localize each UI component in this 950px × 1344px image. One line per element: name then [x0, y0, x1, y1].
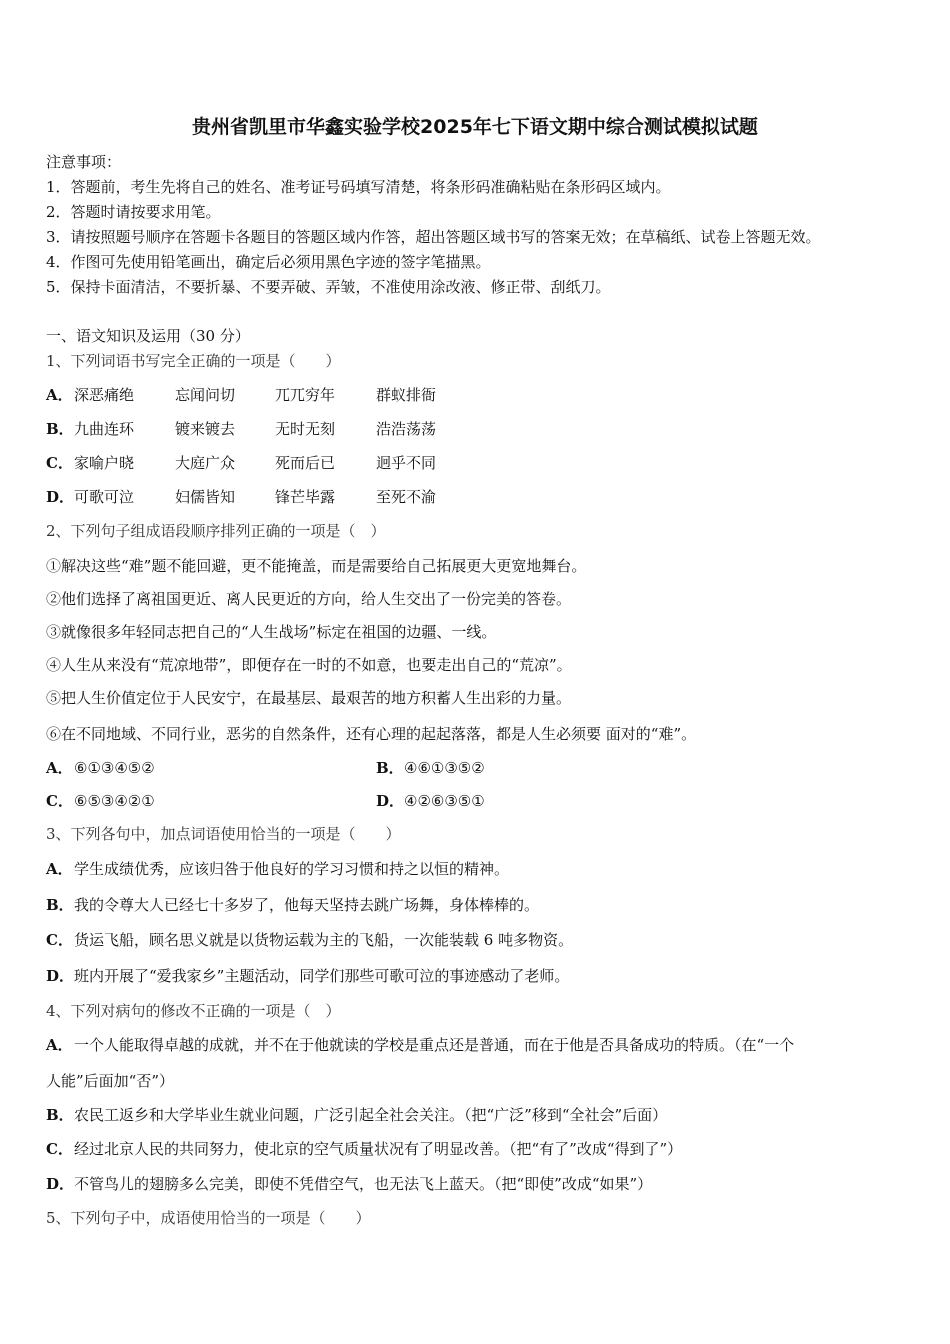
q2-option-a-text: ⑥①③④⑤②	[74, 759, 155, 777]
notice-item-4: 4．作图可先使用铅笔画出，确定后必须用黑色字迹的签字笔描黑。	[46, 253, 491, 271]
q1-option-c-word: 家喻户晓	[74, 454, 135, 472]
q2-sentence-1: ①解决这些“难”题不能回避，更不能掩盖，而是需要给自己拓展更大更宽地舞台。	[46, 557, 587, 575]
q1-option-d-word: 锋芒毕露	[275, 488, 336, 506]
q1-option-d-word: 可歌可泣	[74, 488, 135, 506]
page-title: 贵州省凯里市华鑫实验学校2025年七下语文期中综合测试模拟试题	[192, 116, 758, 138]
section-heading: 一、语文知识及运用（30 分）	[46, 327, 250, 345]
q1-option-a-word: 群蚁排衙	[376, 386, 437, 404]
q1-option-b-word: 浩浩荡荡	[376, 420, 437, 438]
q2-option-d-label: D．	[376, 792, 405, 810]
q3-option-d-label: D．	[46, 967, 75, 985]
q3-option-b-text: 我的令尊大人已经七十多岁了，他每天坚持去跳广场舞，身体棒棒的。	[74, 896, 540, 914]
q2-option-c-text: ⑥⑤③④②①	[74, 792, 155, 810]
q2-option-c-label: C．	[46, 792, 73, 810]
q2-sentence-2: ②他们选择了离祖国更近、离人民更近的方向，给人生交出了一份完美的答卷。	[46, 590, 572, 608]
question-5-stem: 5、下列句子中，成语使用恰当的一项是（ ）	[46, 1209, 371, 1227]
q2-sentence-5: ⑤把人生价值定位于人民安宁，在最基层、最艰苦的地方积蓄人生出彩的力量。	[46, 689, 572, 707]
q1-option-b-word: 无时无刻	[275, 420, 336, 438]
q3-option-d-text: 班内开展了“爱我家乡”主题活动，同学们那些可歌可泣的事迹感动了老师。	[74, 967, 570, 985]
q3-option-a-label: A．	[46, 860, 73, 878]
q2-sentence-3: ③就像很多年轻同志把自己的“人生战场”标定在祖国的边疆、一线。	[46, 623, 497, 641]
q4-option-c-label: C．	[46, 1140, 73, 1158]
q4-option-a-continuation: 人能”后面加“否”）	[46, 1072, 175, 1090]
q2-sentence-6: ⑥在不同地域、不同行业，恶劣的自然条件，还有心理的起起落落，都是人生必须要 面对的“难”。	[46, 725, 697, 743]
q1-option-d-word: 妇儒皆知	[175, 488, 236, 506]
q4-option-c-text: 经过北京人民的共同努力，使北京的空气质量状况有了明显改善。（把“有了”改成“得到了”）	[74, 1140, 683, 1158]
q3-option-c-label: C．	[46, 931, 73, 949]
q4-option-b-label: B．	[46, 1106, 74, 1124]
q1-option-b-word: 镀来镀去	[175, 420, 236, 438]
question-2-stem: 2、下列句子组成语段顺序排列正确的一项是（ ）	[46, 522, 386, 540]
question-3-stem: 3、下列各句中，加点词语使用恰当的一项是（ ）	[46, 825, 401, 843]
q2-option-d-text: ④②⑥③⑤①	[404, 792, 485, 810]
q4-option-a-label: A．	[46, 1036, 73, 1054]
q2-option-b-label: B．	[376, 759, 404, 777]
q1-option-b-word: 九曲连环	[74, 420, 135, 438]
q4-option-d-label: D．	[46, 1175, 75, 1193]
q1-option-d-word: 至死不渝	[376, 488, 437, 506]
q3-option-b-label: B．	[46, 896, 74, 914]
q4-option-b-text: 农民工返乡和大学毕业生就业问题，广泛引起全社会关注。（把“广泛”移到“全社会”后面）	[74, 1106, 668, 1124]
q2-sentence-4: ④人生从来没有“荒凉地带”，即便存在一时的不如意，也要走出自己的“荒凉”。	[46, 656, 572, 674]
q1-option-b-label: B．	[46, 420, 74, 438]
question-1-stem: 1、下列词语书写完全正确的一项是（ ）	[46, 352, 341, 370]
q1-option-c-label: C．	[46, 454, 73, 472]
q1-option-c-word: 死而后已	[275, 454, 336, 472]
q1-option-a-word: 兀兀穷年	[275, 386, 336, 404]
notice-heading: 注意事项：	[46, 153, 122, 171]
q1-option-a-word: 深恶痛绝	[74, 386, 135, 404]
q3-option-c-text: 货运飞船，顾名思义就是以货物运载为主的飞船，一次能装载 6 吨多物资。	[74, 931, 574, 949]
notice-item-3: 3．请按照题号顺序在答题卡各题目的答题区域内作答，超出答题区域书写的答案无效；在草稿纸、试卷上答题无效。	[46, 228, 821, 246]
notice-item-5: 5．保持卡面清洁，不要折暴、不要弄破、弄皱，不准使用涂改液、修正带、刮纸刀。	[46, 278, 611, 296]
q1-option-a-label: A．	[46, 386, 73, 404]
q2-option-a-label: A．	[46, 759, 73, 777]
question-4-stem: 4、下列对病句的修改不正确的一项是（ ）	[46, 1002, 341, 1020]
q1-option-d-label: D．	[46, 488, 75, 506]
q4-option-a-text: 一个人能取得卓越的成就，并不在于他就读的学校是重点还是普通，而在于他是否具备成功的特质。（在“一个	[74, 1036, 795, 1054]
q1-option-a-word: 忘闻问切	[175, 386, 236, 404]
notice-item-1: 1．答题前，考生先将自己的姓名、准考证号码填写清楚，将条形码准确粘贴在条形码区域内。	[46, 178, 671, 196]
notice-item-2: 2．答题时请按要求用笔。	[46, 203, 221, 221]
q2-option-b-text: ④⑥①③⑤②	[404, 759, 485, 777]
q1-option-c-word: 迥乎不同	[376, 454, 437, 472]
q4-option-d-text: 不管鸟儿的翅膀多么完美，即使不凭借空气，也无法飞上蓝天。（把“即使”改成“如果”）	[74, 1175, 653, 1193]
q3-option-a-text: 学生成绩优秀，应该归咎于他良好的学习习惯和持之以恒的精神。	[74, 860, 510, 878]
q1-option-c-word: 大庭广众	[175, 454, 236, 472]
